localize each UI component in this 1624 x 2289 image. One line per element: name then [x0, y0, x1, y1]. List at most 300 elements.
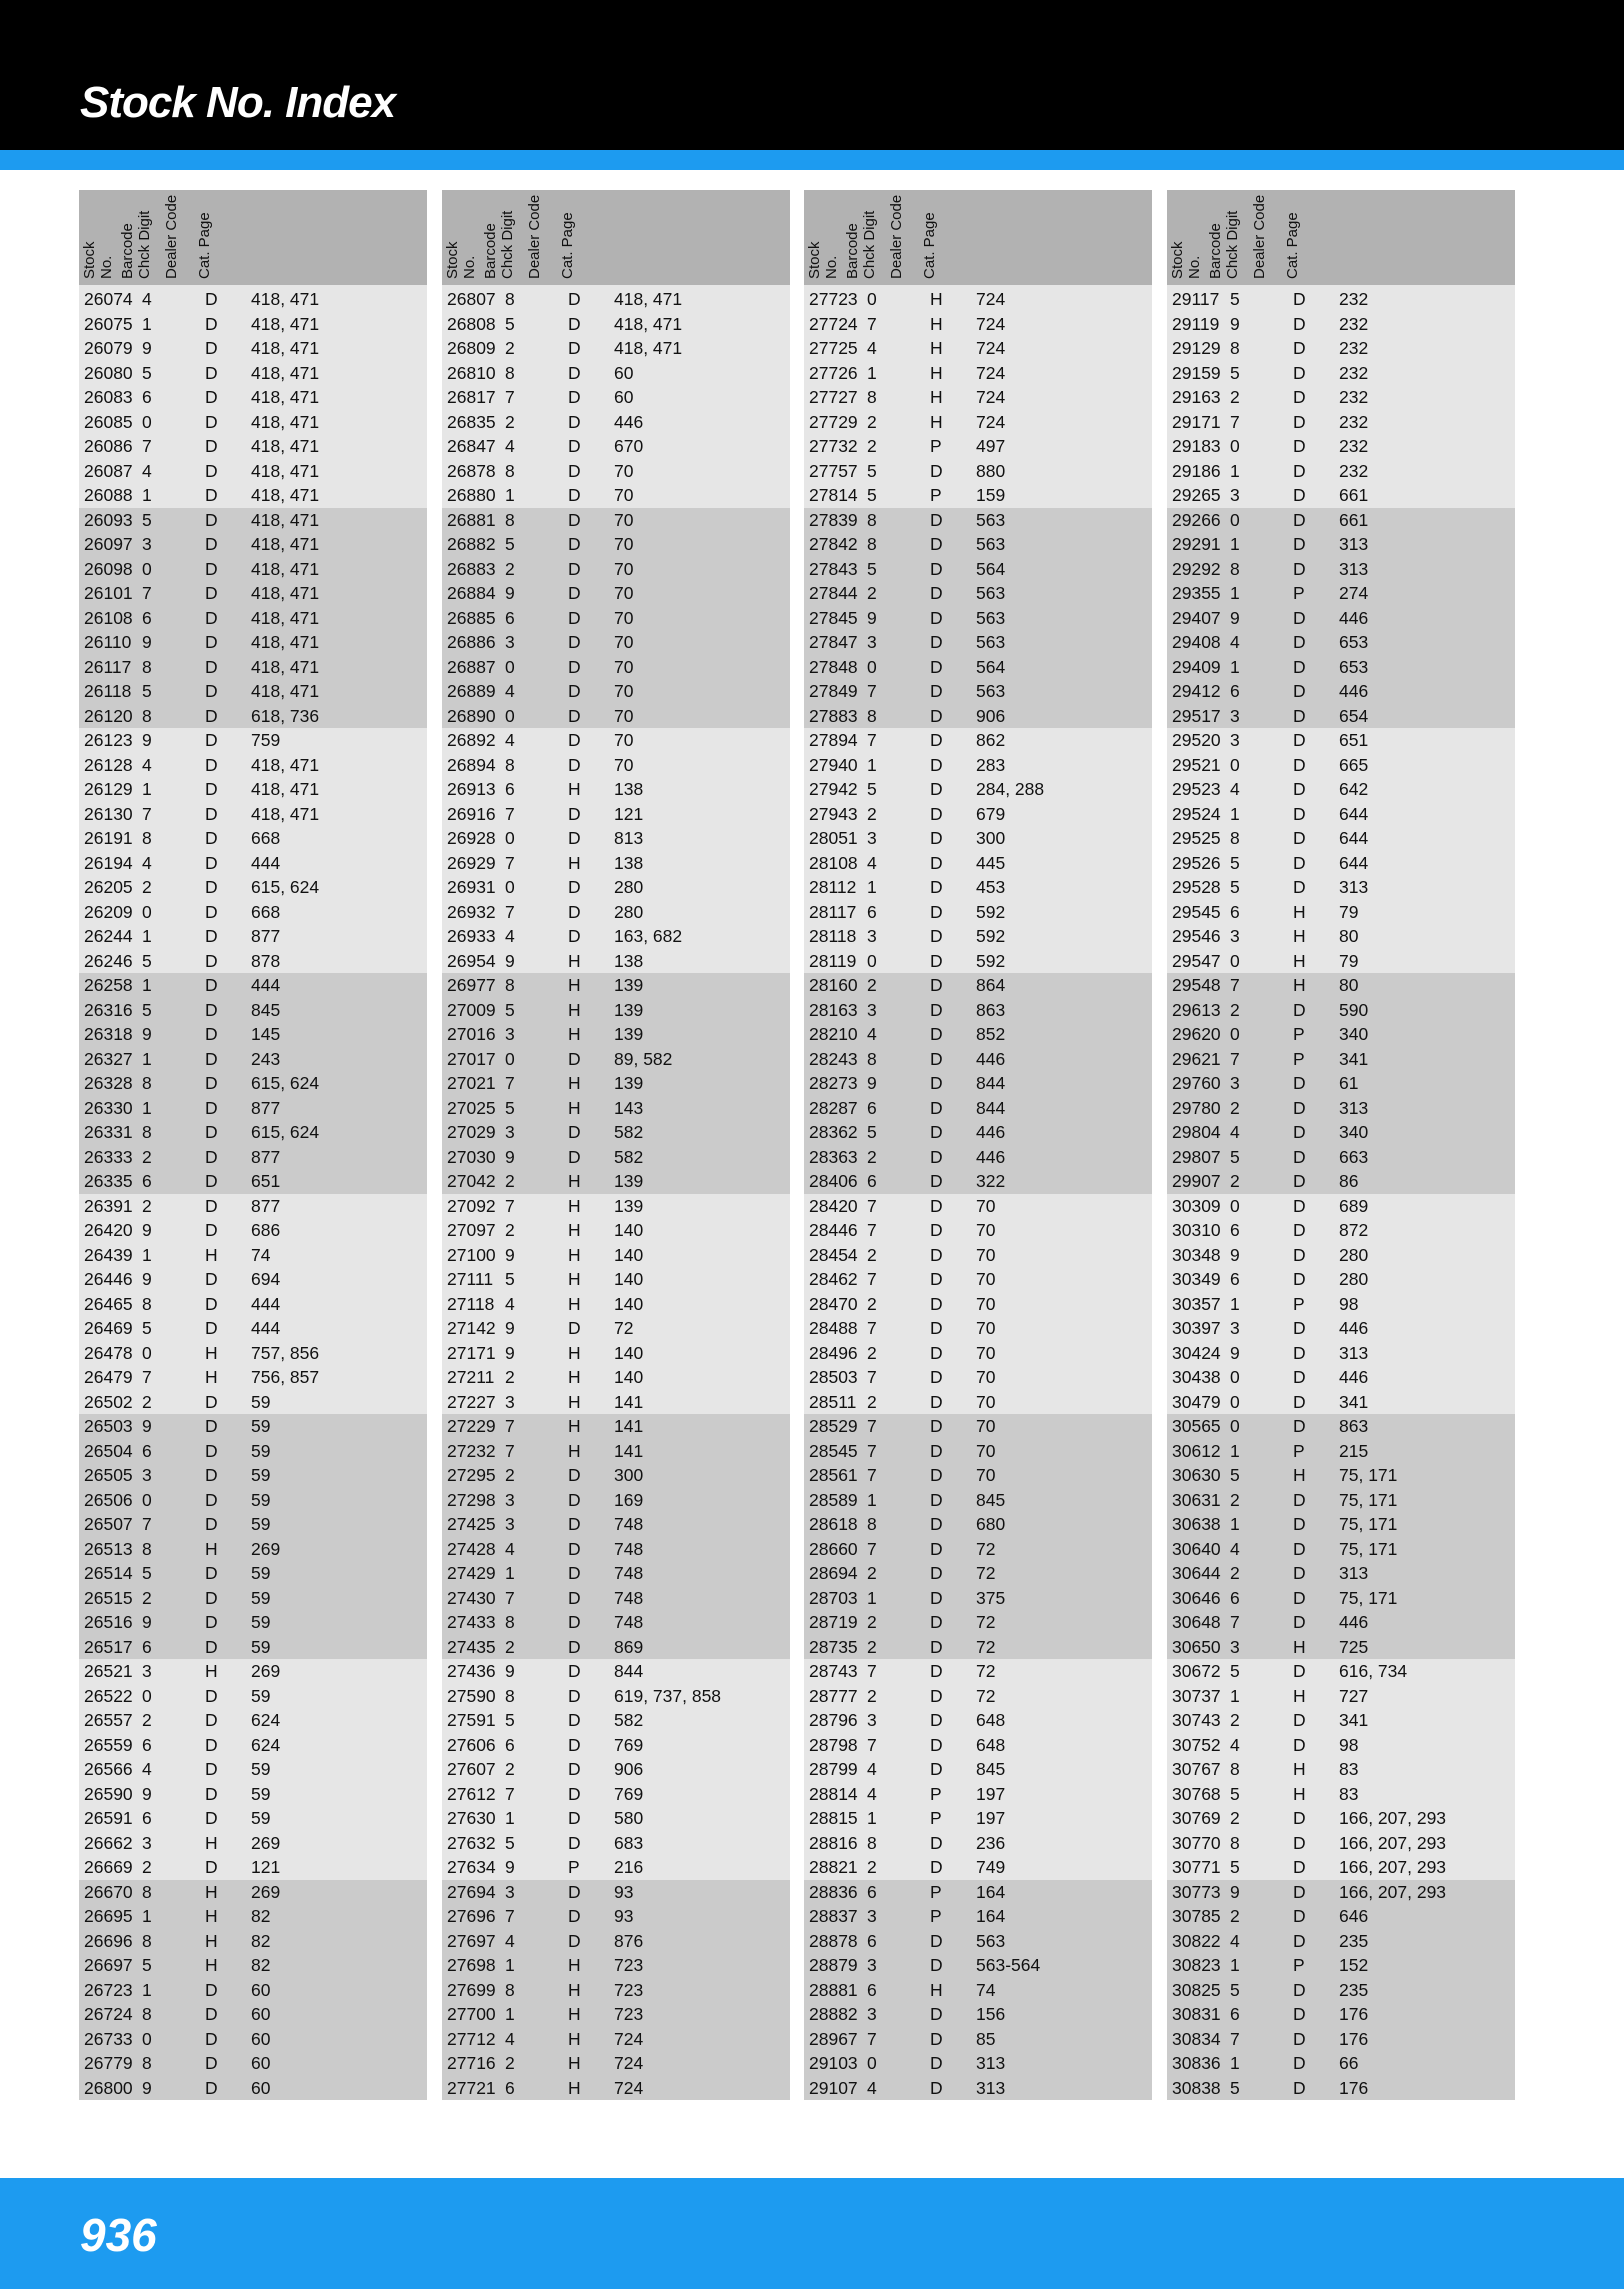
- barcode-check-digit-cell: 2: [867, 1293, 877, 1314]
- stock-no-cell: 28118: [809, 926, 857, 946]
- stock-no-cell: 28836: [809, 1881, 858, 1902]
- dealer-code-cell: D: [1293, 1122, 1306, 1142]
- table-row: [1167, 483, 1515, 508]
- barcode-check-digit-cell: 0: [1230, 436, 1240, 456]
- dealer-code-cell: D: [1293, 509, 1306, 530]
- barcode-check-digit-cell: 5: [142, 509, 152, 530]
- stock-no-cell: 29186: [1172, 460, 1221, 481]
- stock-no-cell: 26246: [84, 950, 133, 971]
- dealer-code-cell: D: [930, 1759, 943, 1779]
- dealer-code-cell: D: [930, 1416, 943, 1436]
- dealer-code-cell: D: [568, 460, 581, 481]
- dealer-code-cell: H: [930, 387, 943, 407]
- barcode-check-digit-cell: 0: [142, 2028, 152, 2049]
- dealer-code-cell: D: [1293, 313, 1306, 334]
- cat-page-cell: 906: [976, 705, 1006, 726]
- cat-page-cell: 624: [251, 1734, 281, 1755]
- table-row: [442, 1390, 790, 1415]
- cat-page-cell: 59: [251, 1759, 271, 1779]
- cat-page-cell: 59: [251, 1391, 271, 1412]
- stock-no-cell: 28287: [809, 1097, 858, 1118]
- table-row: [1167, 2027, 1515, 2052]
- stock-no-cell: 26890: [447, 705, 496, 726]
- dealer-code-cell: D: [205, 730, 218, 750]
- stock-no-cell: 29780: [1172, 1097, 1221, 1118]
- stock-no-cell: 29265: [1172, 485, 1221, 505]
- dealer-code-cell: D: [1293, 1661, 1306, 1681]
- dealer-code-cell: D: [1293, 999, 1306, 1020]
- table-row: [442, 1341, 790, 1366]
- table-row: [804, 1071, 1152, 1096]
- cat-page-cell: 769: [614, 1734, 644, 1755]
- table-row: [442, 704, 790, 729]
- table-row: [442, 973, 790, 998]
- dealer-code-cell: D: [205, 411, 218, 432]
- stock-no-cell: 27171: [447, 1342, 496, 1363]
- stock-no-cell: 27729: [809, 411, 858, 432]
- dealer-code-cell: D: [1293, 828, 1306, 848]
- cat-page-cell: 70: [614, 509, 634, 530]
- cat-page-cell: 159: [976, 485, 1006, 505]
- barcode-check-digit-cell: 1: [142, 1906, 152, 1926]
- barcode-check-digit-cell: 5: [1230, 1465, 1240, 1485]
- table-row: [1167, 410, 1515, 435]
- barcode-check-digit-cell: 4: [142, 460, 152, 481]
- cat-page-cell: 615, 624: [251, 1122, 320, 1142]
- barcode-check-digit-cell: 1: [1230, 1685, 1240, 1706]
- stock-no-cell: 27883: [809, 705, 858, 726]
- index-rows: [804, 287, 1152, 2100]
- barcode-check-digit-cell: 7: [505, 387, 515, 407]
- barcode-check-digit-cell: 3: [867, 828, 877, 848]
- dealer-code-cell: D: [1293, 1563, 1306, 1583]
- cat-page-cell: 166, 207, 293: [1339, 1857, 1447, 1877]
- barcode-check-digit-cell: 3: [867, 2004, 877, 2024]
- stock-no-cell: 27042: [447, 1171, 496, 1191]
- barcode-check-digit-cell: 3: [142, 534, 152, 554]
- table-row: [1167, 1806, 1515, 1831]
- stock-no-cell: 28967: [809, 2028, 858, 2049]
- column-header: [1167, 190, 1515, 285]
- cat-page-cell: 563: [976, 632, 1006, 652]
- barcode-check-digit-cell: 1: [505, 1808, 515, 1828]
- dealer-code-cell: D: [930, 1122, 943, 1142]
- cat-page-cell: 724: [614, 2053, 644, 2073]
- cat-page-header: Cat. Page: [559, 212, 576, 279]
- stock-no-cell: 30834: [1172, 2028, 1221, 2049]
- table-row: [79, 851, 427, 876]
- table-row: [442, 1365, 790, 1390]
- dealer-code-cell: H: [205, 1906, 218, 1926]
- table-row: [804, 1684, 1152, 1709]
- table-row: [442, 1659, 790, 1684]
- cat-page-cell: 724: [976, 411, 1006, 432]
- cat-page-cell: 668: [251, 828, 281, 848]
- stock-no-cell: 26514: [84, 1563, 133, 1583]
- barcode-check-digit-cell: 5: [1230, 1661, 1240, 1681]
- stock-no-cell: 27698: [447, 1955, 496, 1975]
- table-row: [804, 1512, 1152, 1537]
- stock-no-cell: 27716: [447, 2053, 496, 2073]
- barcode-check-digit-cell: 7: [505, 803, 515, 824]
- barcode-check-digit-cell: 4: [1230, 1538, 1240, 1559]
- barcode-check-digit-cell: 5: [505, 313, 515, 334]
- dealer-code-cell: H: [568, 1097, 581, 1118]
- dealer-code-header: Dealer Code: [1251, 194, 1268, 279]
- stock-no-cell: 26800: [84, 2077, 133, 2098]
- cat-page-cell: 85: [976, 2028, 996, 2049]
- dealer-code-cell: D: [568, 583, 581, 603]
- table-row: [79, 581, 427, 606]
- barcode-check-digit-cell: 4: [505, 926, 515, 946]
- dealer-code-cell: D: [205, 1734, 218, 1755]
- table-row: [1167, 1708, 1515, 1733]
- cat-page-cell: 164: [976, 1906, 1006, 1926]
- barcode-check-digit-cell: 2: [142, 1710, 152, 1730]
- cat-page-cell: 70: [614, 705, 634, 726]
- cat-page-cell: 582: [614, 1146, 644, 1167]
- cat-page-cell: 592: [976, 950, 1006, 971]
- stock-no-cell: 26506: [84, 1489, 133, 1510]
- cat-page-cell: 98: [1339, 1734, 1359, 1755]
- barcode-check-digit-cell: 1: [142, 1979, 152, 2000]
- dealer-code-cell: D: [568, 1587, 581, 1608]
- dealer-code-cell: D: [205, 1514, 218, 1534]
- dealer-code-cell: D: [568, 754, 581, 775]
- dealer-code-cell: P: [1293, 1048, 1305, 1069]
- stock-no-cell: 26669: [84, 1857, 133, 1877]
- dealer-code-cell: D: [205, 1171, 218, 1191]
- cat-page-cell: 313: [1339, 1097, 1369, 1118]
- dealer-code-cell: D: [205, 852, 218, 873]
- barcode-check-digit-cell: 0: [142, 1489, 152, 1510]
- table-row: [804, 1218, 1152, 1243]
- table-row: [1167, 1218, 1515, 1243]
- stock-no-cell: 26521: [84, 1661, 133, 1681]
- stock-no-cell: 29621: [1172, 1048, 1221, 1069]
- table-row: [804, 1341, 1152, 1366]
- barcode-check-digit-cell: 7: [867, 1661, 877, 1681]
- table-row: [442, 606, 790, 631]
- table-row: [1167, 802, 1515, 827]
- stock-no-cell: 26479: [84, 1367, 133, 1387]
- barcode-check-digit-cell: 7: [867, 1440, 877, 1461]
- barcode-check-digit-cell: 1: [142, 1097, 152, 1118]
- barcode-check-digit-cell: 4: [142, 1759, 152, 1779]
- cat-page-cell: 322: [976, 1171, 1006, 1191]
- cat-page-cell: 70: [976, 1416, 996, 1436]
- dealer-code-cell: D: [930, 607, 943, 628]
- barcode-check-digit-cell: 6: [1230, 2004, 1240, 2024]
- cat-page-cell: 757, 856: [251, 1342, 320, 1363]
- barcode-check-digit-cell: 6: [867, 1097, 877, 1118]
- dealer-code-cell: D: [568, 607, 581, 628]
- barcode-check-digit-cell: 8: [505, 509, 515, 530]
- barcode-check-digit-cell: 7: [867, 1220, 877, 1240]
- stock-no-cell: 29408: [1172, 632, 1221, 652]
- stock-no-cell: 27700: [447, 2004, 496, 2024]
- table-row: [1167, 1439, 1515, 1464]
- cat-page-cell: 563: [976, 607, 1006, 628]
- cat-page-cell: 592: [976, 901, 1006, 922]
- cat-page-cell: 232: [1339, 460, 1369, 481]
- dealer-code-cell: D: [930, 632, 943, 652]
- table-row: [804, 2002, 1152, 2027]
- stock-no-cell: 29528: [1172, 877, 1221, 897]
- stock-no-cell: 26916: [447, 803, 496, 824]
- table-row: [442, 1855, 790, 1880]
- table-row: [804, 728, 1152, 753]
- dealer-code-cell: H: [1293, 901, 1306, 922]
- table-row: [804, 1439, 1152, 1464]
- stock-no-cell: 28882: [809, 2004, 858, 2024]
- dealer-code-cell: D: [568, 1906, 581, 1926]
- dealer-code-cell: D: [1293, 1538, 1306, 1559]
- stock-no-cell: 26847: [447, 436, 496, 456]
- table-row: [1167, 1733, 1515, 1758]
- barcode-check-digit-cell: 2: [505, 1636, 515, 1657]
- stock-no-cell: 26502: [84, 1391, 133, 1412]
- table-row: [442, 679, 790, 704]
- stock-no-cell: 26258: [84, 975, 133, 995]
- table-row: [1167, 2051, 1515, 2076]
- dealer-code-cell: H: [205, 1832, 218, 1853]
- table-row: [79, 1904, 427, 1929]
- barcode-check-digit-cell: 7: [867, 1416, 877, 1436]
- table-row: [1167, 851, 1515, 876]
- cat-page-cell: 60: [251, 2004, 271, 2024]
- barcode-check-digit-cell: 6: [142, 1171, 152, 1191]
- cat-page-cell: 83: [1339, 1783, 1359, 1804]
- stock-no-cell: 30823: [1172, 1955, 1221, 1975]
- cat-page-cell: 418, 471: [251, 583, 320, 603]
- stock-no-cell: 26557: [84, 1710, 133, 1730]
- stock-no-cell: 30646: [1172, 1587, 1221, 1608]
- barcode-check-digit-cell: 2: [505, 1759, 515, 1779]
- table-row: [79, 532, 427, 557]
- barcode-check-digit-cell: 8: [505, 1979, 515, 2000]
- cat-page-cell: 232: [1339, 338, 1369, 358]
- dealer-code-cell: D: [205, 387, 218, 407]
- barcode-check-digit-cell: 2: [505, 2053, 515, 2073]
- cat-page-cell: 616, 734: [1339, 1661, 1408, 1681]
- stock-no-cell: 29525: [1172, 828, 1221, 848]
- barcode-check-digit-cell: 7: [505, 1416, 515, 1436]
- stock-no-cell: 27940: [809, 754, 858, 775]
- cat-page-cell: 748: [614, 1538, 644, 1559]
- table-row: [442, 1561, 790, 1586]
- stock-no-cell: 26331: [84, 1122, 133, 1142]
- cat-page-cell: 70: [614, 583, 634, 603]
- barcode-check-digit-cell: 0: [1230, 509, 1240, 530]
- table-row: [442, 875, 790, 900]
- cat-page-cell: 66: [1339, 2053, 1359, 2073]
- table-row: [442, 802, 790, 827]
- barcode-check-digit-cell: 8: [867, 387, 877, 407]
- dealer-code-cell: D: [205, 681, 218, 701]
- table-row: [79, 1292, 427, 1317]
- cat-page-cell: 138: [614, 779, 644, 799]
- table-row: [79, 1586, 427, 1611]
- stock-no-cell: 28362: [809, 1122, 858, 1142]
- stock-no-cell: 30737: [1172, 1685, 1221, 1706]
- dealer-code-cell: D: [930, 1636, 943, 1657]
- barcode-check-digit-cell: 9: [142, 2077, 152, 2098]
- table-row: [79, 777, 427, 802]
- cat-page-cell: 59: [251, 1636, 271, 1657]
- barcode-check-digit-cell: 4: [505, 2028, 515, 2049]
- cat-page-cell: 618, 736: [251, 705, 320, 726]
- cat-page-cell: 653: [1339, 656, 1369, 677]
- stock-no-cell: 26807: [447, 289, 496, 309]
- dealer-code-cell: H: [205, 1367, 218, 1387]
- dealer-code-cell: D: [205, 656, 218, 677]
- cat-page-cell: 661: [1339, 485, 1369, 505]
- dealer-code-cell: D: [930, 2004, 943, 2024]
- stock-no-cell: 28488: [809, 1318, 858, 1338]
- table-row: [79, 949, 427, 974]
- stock-no-cell: 27295: [447, 1465, 496, 1485]
- cat-page-cell: 269: [251, 1661, 281, 1681]
- table-row: [1167, 1145, 1515, 1170]
- cat-page-cell: 70: [614, 485, 634, 505]
- stock-no-cell: 26887: [447, 656, 496, 677]
- barcode-check-digit-cell: 2: [867, 1391, 877, 1412]
- barcode-check-digit-cell: 3: [1230, 1318, 1240, 1338]
- table-row: [1167, 1880, 1515, 1905]
- table-row: [1167, 581, 1515, 606]
- stock-no-cell: 26205: [84, 877, 133, 897]
- barcode-check-digit-cell: 9: [1230, 1244, 1240, 1265]
- barcode-check-digit-cell: 3: [1230, 926, 1240, 946]
- barcode-check-digit-cell: 2: [1230, 999, 1240, 1020]
- cat-page-cell: 877: [251, 1146, 281, 1167]
- dealer-code-cell: D: [1293, 1171, 1306, 1191]
- table-row: [79, 1390, 427, 1415]
- cat-page-cell: 644: [1339, 803, 1369, 824]
- cat-page-cell: 70: [614, 754, 634, 775]
- barcode-check-digit-cell: 9: [505, 1857, 515, 1877]
- stock-no-cell: 26087: [84, 460, 133, 481]
- stock-no-cell: 27757: [809, 460, 858, 481]
- barcode-check-digit-cell: 2: [505, 1465, 515, 1485]
- table-row: [79, 410, 427, 435]
- cat-page-cell: 70: [614, 730, 634, 750]
- dealer-code-cell: D: [1293, 387, 1306, 407]
- cat-page-cell: 724: [976, 313, 1006, 334]
- table-row: [1167, 1022, 1515, 1047]
- dealer-code-cell: H: [568, 1955, 581, 1975]
- stock-no-cell: 26517: [84, 1636, 133, 1657]
- dealer-code-cell: D: [205, 950, 218, 971]
- cat-page-cell: 615, 624: [251, 1073, 320, 1093]
- dealer-code-cell: D: [930, 1342, 943, 1363]
- cat-page-cell: 453: [976, 877, 1006, 897]
- dealer-code-cell: D: [1293, 1808, 1306, 1828]
- cat-page-cell: 444: [251, 975, 281, 995]
- dealer-code-cell: D: [930, 852, 943, 873]
- table-row: [1167, 459, 1515, 484]
- stock-no-cell: 26318: [84, 1024, 133, 1044]
- dealer-code-cell: D: [205, 975, 218, 995]
- barcode-check-digit-cell: 2: [505, 558, 515, 579]
- cat-page-cell: 284, 288: [976, 779, 1045, 799]
- cat-page-cell: 563: [976, 583, 1006, 603]
- stock-no-cell: 27111: [447, 1269, 494, 1289]
- dealer-code-cell: P: [1293, 1024, 1305, 1044]
- column-header: [79, 190, 427, 285]
- stock-no-cell: 27847: [809, 632, 858, 652]
- barcode-check-digit-cell: 2: [1230, 1710, 1240, 1730]
- table-row: [442, 1145, 790, 1170]
- stock-no-cell: 26439: [84, 1244, 133, 1265]
- cat-page-cell: 418, 471: [251, 754, 320, 775]
- table-row: [79, 753, 427, 778]
- cat-page-cell: 280: [614, 877, 644, 897]
- table-row: [1167, 1341, 1515, 1366]
- barcode-check-digit-cell: 7: [867, 1538, 877, 1559]
- barcode-check-digit-cell: 6: [142, 1808, 152, 1828]
- table-row: [79, 1439, 427, 1464]
- table-row: [79, 1316, 427, 1341]
- stock-no-cell: 27712: [447, 2028, 496, 2049]
- dealer-code-cell: D: [930, 901, 943, 922]
- table-row: [79, 802, 427, 827]
- cat-page-cell: 269: [251, 1881, 281, 1902]
- dealer-code-cell: H: [568, 2028, 581, 2049]
- stock-no-cell: 27025: [447, 1097, 496, 1118]
- stock-no-cell: 27721: [447, 2077, 496, 2098]
- stock-no-cell: 30831: [1172, 2004, 1221, 2024]
- table-row: [1167, 1757, 1515, 1782]
- barcode-check-digit-cell: 4: [505, 730, 515, 750]
- table-row: [79, 924, 427, 949]
- stock-no-cell: 27842: [809, 534, 858, 554]
- cat-page-cell: 446: [976, 1122, 1006, 1142]
- dealer-code-cell: D: [1293, 1269, 1306, 1289]
- cat-page-cell: 759: [251, 730, 281, 750]
- barcode-check-digit-cell: 1: [1230, 2053, 1240, 2073]
- dealer-code-cell: D: [1293, 1514, 1306, 1534]
- dealer-code-cell: D: [930, 999, 943, 1020]
- stock-no-cell: 28496: [809, 1342, 858, 1363]
- barcode-check-digit-cell: 0: [867, 289, 877, 309]
- barcode-check-digit-cell: 0: [867, 950, 877, 971]
- stock-no-cell: 27727: [809, 387, 858, 407]
- stock-no-cell: 26101: [84, 583, 133, 603]
- cat-page-cell: 139: [614, 1073, 644, 1093]
- stock-no-cell: 26733: [84, 2028, 133, 2049]
- barcode-check-digit-cell: 2: [505, 1220, 515, 1240]
- table-row: [442, 2076, 790, 2101]
- barcode-check-digit-cell: 3: [505, 1489, 515, 1510]
- cat-page-cell: 59: [251, 1612, 271, 1632]
- table-row: [1167, 875, 1515, 900]
- stock-no-cell: 26391: [84, 1195, 133, 1216]
- table-row: [1167, 1831, 1515, 1856]
- stock-no-cell: 26889: [447, 681, 496, 701]
- cat-page-header: Cat. Page: [1284, 212, 1301, 279]
- stock-no-cell: 27429: [447, 1563, 496, 1583]
- cat-page-cell: 418, 471: [614, 338, 683, 358]
- barcode-check-digit-cell: 7: [142, 436, 152, 456]
- barcode-check-digit-cell: 2: [867, 1563, 877, 1583]
- stock-no-cell: 30768: [1172, 1783, 1221, 1804]
- barcode-check-digit-cell: 7: [1230, 1048, 1240, 1069]
- cat-page-cell: 665: [1339, 754, 1369, 775]
- barcode-check-digit-cell: 1: [1230, 1514, 1240, 1534]
- stock-no-cell: 27839: [809, 509, 858, 530]
